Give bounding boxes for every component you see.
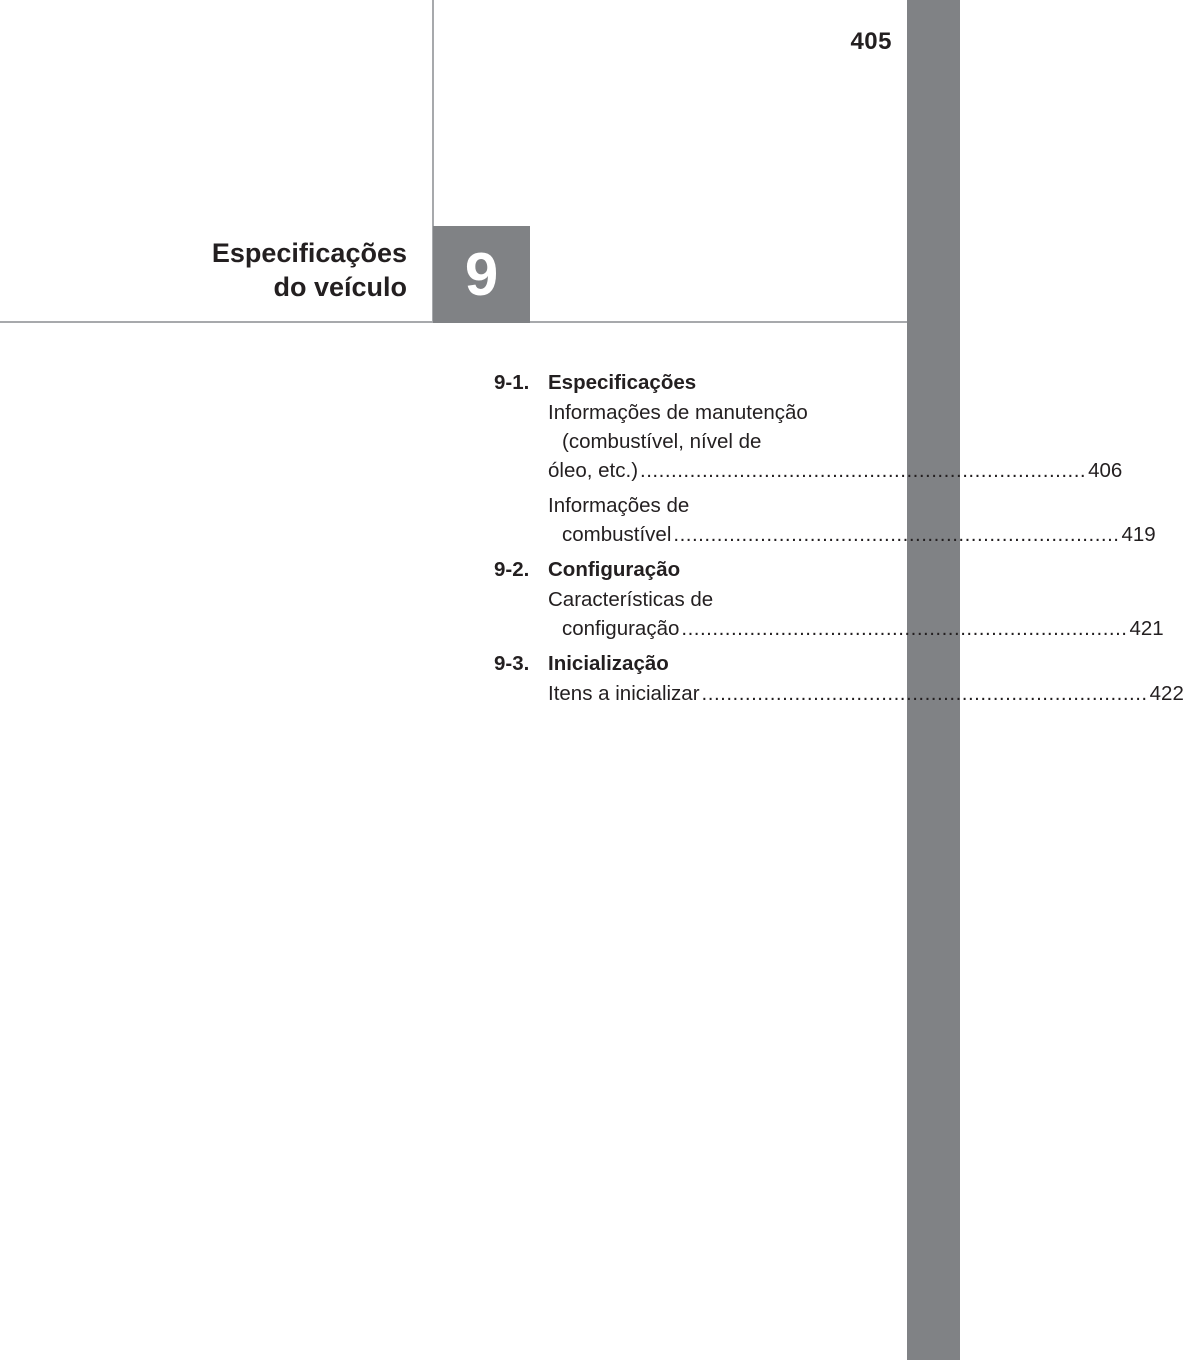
chapter-number-box [433, 226, 530, 323]
section-title: Configuração [548, 558, 681, 581]
toc-section [494, 649, 1184, 708]
toc-entry[interactable] [494, 679, 1184, 708]
chapter-title [212, 236, 407, 304]
toc-entry[interactable] [494, 491, 1156, 549]
dot-leader: ........................................................................ [640, 459, 1087, 482]
chapter-number: 9 [464, 241, 499, 308]
section-title: Especificações [548, 371, 697, 394]
entry-page-number: 421 [1129, 617, 1164, 640]
section-number: 9-2. [494, 558, 530, 581]
dot-leader: ........................................................................ [673, 523, 1120, 546]
page-number: 405 [850, 28, 892, 55]
chapter-title-line1: Especificações [211, 238, 407, 268]
dot-leader: ........................................................................ [701, 682, 1148, 705]
entry-text: combustível [562, 523, 672, 546]
chapter-title-line2: do veículo [273, 272, 407, 302]
entry-page-number: 406 [1088, 459, 1123, 482]
section-number: 9-3. [494, 652, 530, 675]
toc-section-heading[interactable] [494, 368, 844, 398]
entry-text: Informações de manutenção [548, 401, 808, 424]
toc-section [494, 368, 1156, 549]
entry-text: óleo, etc.) [548, 459, 639, 482]
toc-section [494, 555, 1164, 643]
entry-text: Características de [548, 588, 714, 611]
entry-last-line [548, 456, 1123, 485]
section-number: 9-1. [494, 371, 530, 394]
entry-last-line [548, 520, 1156, 549]
entry-page-number: 419 [1121, 523, 1156, 546]
toc-section-heading[interactable] [494, 649, 844, 679]
entry-text: (combustível, nível de [562, 430, 762, 453]
toc-entry[interactable] [494, 398, 1123, 485]
toc-entry[interactable] [494, 585, 1164, 643]
table-of-contents [494, 368, 1184, 714]
entry-text: Informações de [548, 494, 690, 517]
entry-text: configuração [562, 617, 680, 640]
toc-section-heading[interactable] [494, 555, 844, 585]
entry-text: Itens a inicializar [548, 682, 700, 705]
section-title: Inicialização [548, 652, 669, 675]
entry-page-number: 422 [1149, 682, 1184, 705]
dot-leader: ........................................................................ [681, 617, 1128, 640]
entry-last-line [548, 679, 1184, 708]
entry-last-line [548, 614, 1164, 643]
